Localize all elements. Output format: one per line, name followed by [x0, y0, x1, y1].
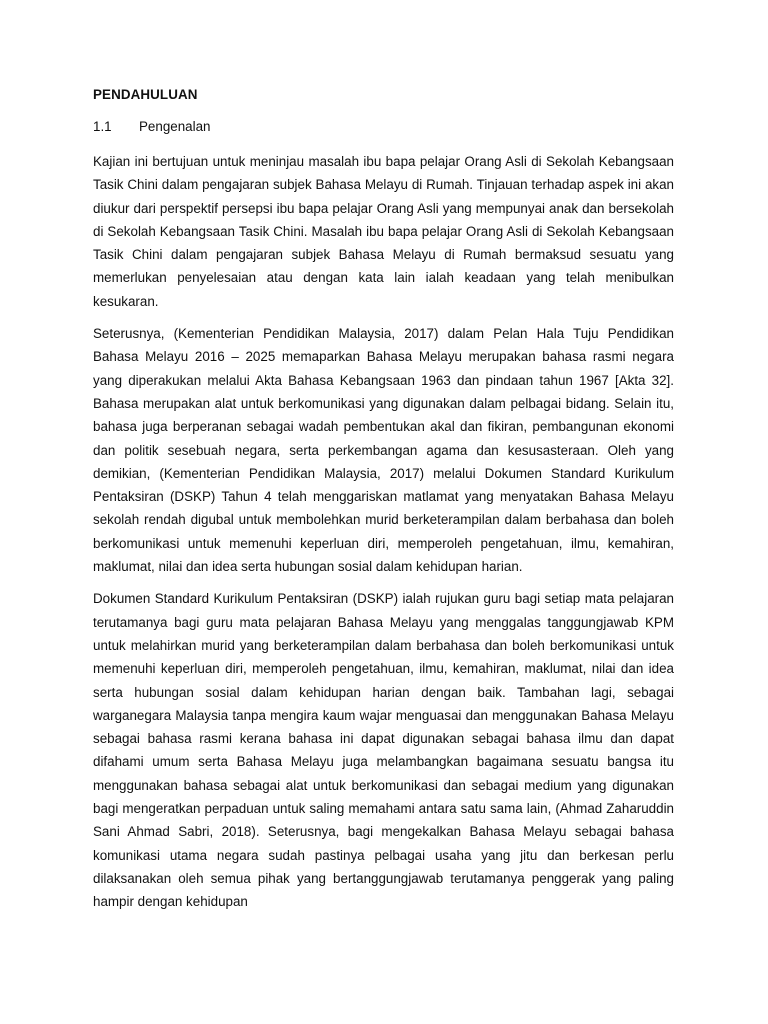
paragraph-3: Dokumen Standard Kurikulum Pentaksiran (DSKP) ialah rujukan guru bagi setiap mata pelajaran terutamanya bagi guru mata pelajaran Bahasa Melayu yang menggalas tanggungjawab KPM untuk melahirkan murid yang berketerampilan dalam berbahasa dan boleh berkomunikasi untuk memenuhi keperluan diri, memperoleh pengetahuan, ilmu, kemahiran, maklumat, nilai dan idea serta hubungan sosial dalam kehidupan harian dengan baik. Tambahan lagi, sebagai warganegara Malaysia tanpa mengira kaum wajar menguasai dan menggunakan Bahasa Melayu sebagai bahasa rasmi kerana bahasa ini dapat digunakan sebagai bahasa ilmu dan dapat difahami umum serta Bahasa Melayu juga melambangkan bagaimana sesuatu bangsa itu menggunakan bahasa sebagai alat untuk berkomunikasi dan sebagai medium yang digunakan bagi mengeratkan perpaduan untuk saling memahami antara satu sama lain, (Ahmad Zaharuddin Sani Ahmad Sabri, 2018). Seterusnya, bagi mengekalkan Bahasa Melayu sebagai bahasa komunikasi utama negara sudah pastinya pelbagai usaha yang jitu dan berkesan perlu dilaksanakan oleh semua pihak yang bertanggungjawab terutamanya penggerak yang paling hampir dengan kehidupan	[93, 591, 674, 910]
paragraph-2: Seterusnya, (Kementerian Pendidikan Malaysia, 2017) dalam Pelan Hala Tuju Pendidikan Bahasa Melayu 2016 – 2025 memaparkan Bahasa Melayu merupakan bahasa rasmi negara yang diperakukan melalui Akta Bahasa Kebangsaan 1963 dan pindaan tahun 1967 [Akta 32]. Bahasa merupakan alat untuk berkomunikasi yang digunakan dalam pelbagai bidang. Selain itu, bahasa juga berperanan sebagai wadah pembentukan akal dan fikiran, pembangunan ekonomi dan politik sesebuah negara, serta perkembangan agama dan kesusasteraan. Oleh yang demikian, (Kementerian Pendidikan Malaysia, 2017) melalui Dokumen Standard Kurikulum Pentaksiran (DSKP) Tahun 4 telah menggariskan matlamat yang menyatakan Bahasa Melayu sekolah rendah digubal untuk membolehkan murid berketerampilan dalam berbahasa dan boleh berkomunikasi untuk memenuhi keperluan diri, memperoleh pengetahuan, ilmu, kemahiran, maklumat, nilai dan idea serta hubungan sosial dalam kehidupan harian.	[93, 326, 674, 575]
section-title: Pengenalan	[139, 119, 211, 134]
document-page	[93, 86, 674, 923]
paragraph-1: Kajian ini bertujuan untuk meninjau masalah ibu bapa pelajar Orang Asli di Sekolah Kebangsaan Tasik Chini dalam pengajaran subjek Bahasa Melayu di Rumah. Tinjauan terhadap aspek ini akan diukur dari perspektif persepsi ibu bapa pelajar Orang Asli yang mempunyai anak dan bersekolah di Sekolah Kebangsaan Tasik Chini. Masalah ibu bapa pelajar Orang Asli di Sekolah Kebangsaan Tasik Chini dalam pengajaran subjek Bahasa Melayu di Rumah bermaksud sesuatu yang memerlukan penyelesaian atau dengan kata lain ialah keadaan yang telah menibulkan kesukaran.	[93, 154, 674, 309]
section-heading	[93, 118, 674, 136]
page-title: PENDAHULUAN	[93, 87, 198, 102]
section-number: 1.1	[93, 119, 112, 134]
